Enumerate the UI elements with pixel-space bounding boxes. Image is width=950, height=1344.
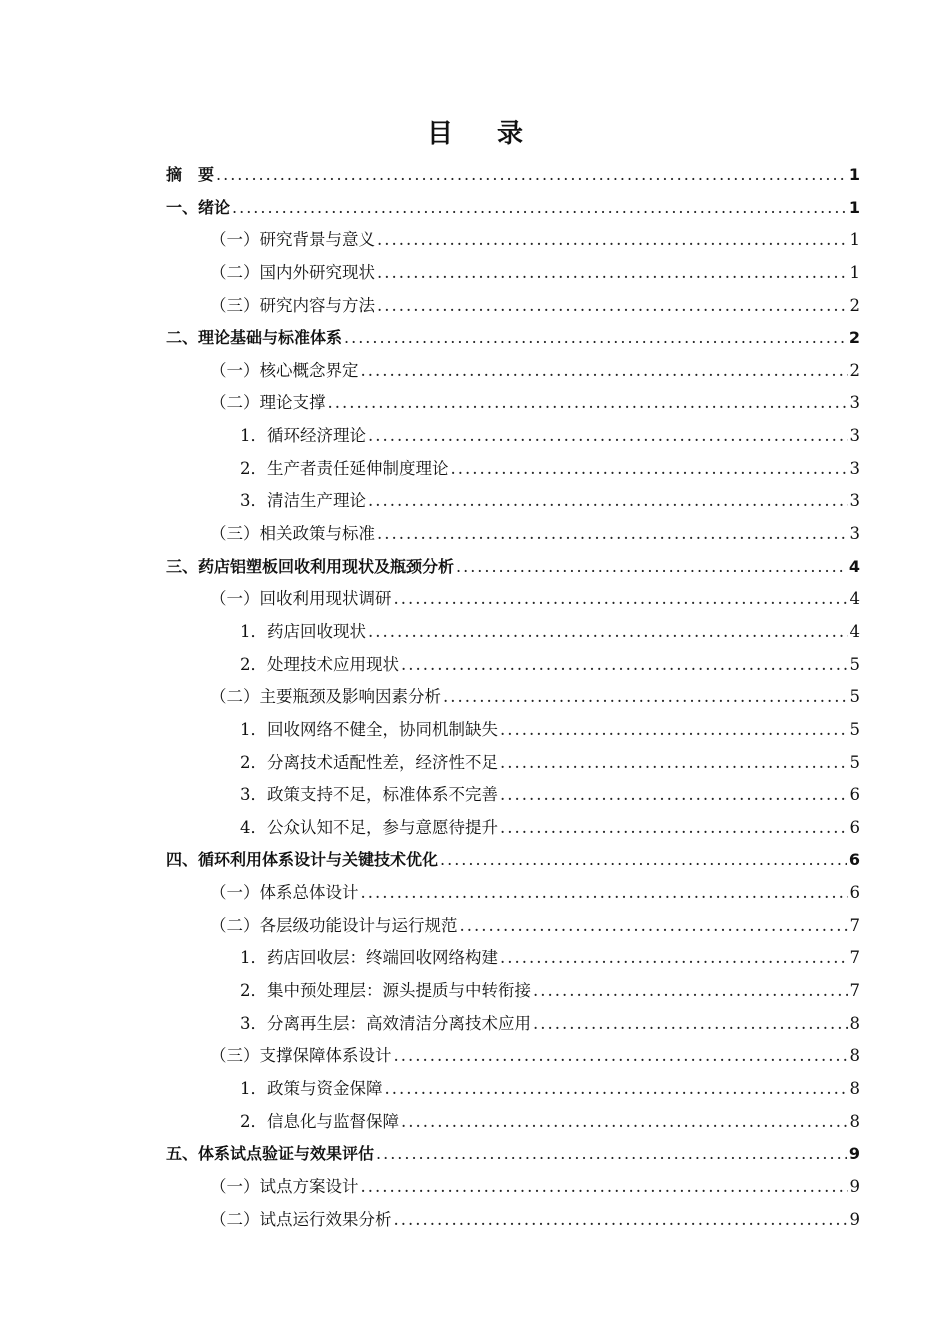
toc-page-number: 3: [849, 491, 860, 511]
toc-entry[interactable]: [166, 583, 860, 616]
toc-page-number: 2: [849, 360, 860, 380]
toc-entry[interactable]: [166, 224, 860, 257]
toc-page-number: 6: [849, 883, 860, 903]
toc-page-number: 4: [849, 589, 860, 609]
toc-entry[interactable]: [166, 942, 860, 975]
toc-entry[interactable]: [166, 453, 860, 486]
toc-page-number: 6: [849, 817, 860, 837]
toc-leader-dots: [401, 649, 848, 682]
toc-entry[interactable]: [166, 420, 860, 453]
toc-page-number: 6: [848, 850, 860, 870]
toc-entry-text: 1．回收网络不健全，协同机制缺失: [240, 719, 498, 739]
toc-entry[interactable]: [166, 1138, 860, 1171]
toc-leader-dots: [377, 224, 848, 257]
toc-leader-dots: [377, 518, 848, 551]
toc-entry-text: 2．分离技术适配性差，经济性不足: [240, 752, 498, 772]
toc-leader-dots: [394, 1204, 848, 1237]
toc-entry-text: 1．政策与资金保障: [240, 1078, 383, 1098]
toc-entry-text: （三）研究内容与方法: [210, 295, 375, 315]
toc-entry[interactable]: [166, 877, 860, 910]
toc-entry-text: （二）理论支撑: [210, 393, 326, 413]
toc-page-number: 3: [849, 524, 860, 544]
toc-entry-text: 1．循环经济理论: [240, 426, 366, 446]
toc-entry-text: （一）回收利用现状调研: [210, 589, 392, 609]
toc-page-number: 5: [849, 687, 860, 707]
toc-leader-dots: [500, 779, 848, 812]
toc-page-number: 7: [849, 948, 860, 968]
toc-leader-dots: [500, 942, 848, 975]
toc-entry-text: 3．清洁生产理论: [240, 491, 366, 511]
toc-page-number: 3: [849, 458, 860, 478]
toc-entry[interactable]: [166, 975, 860, 1008]
toc-entry[interactable]: [166, 192, 860, 225]
toc-leader-dots: [368, 616, 848, 649]
toc-page-number: 9: [849, 1209, 860, 1229]
toc-leader-dots: [361, 877, 848, 910]
toc-page-number: 5: [849, 654, 860, 674]
toc-entry[interactable]: [166, 1204, 860, 1237]
toc-entry-text: 2．集中预处理层：源头提质与中转衔接: [240, 981, 531, 1001]
toc-leader-dots: [328, 387, 848, 420]
toc-page-number: 6: [849, 785, 860, 805]
toc-page-number: 8: [849, 1013, 860, 1033]
toc-page-number: 7: [849, 915, 860, 935]
toc-leader-dots: [533, 975, 848, 1008]
toc-entry-text: 摘 要: [166, 165, 215, 184]
toc-leader-dots: [361, 1171, 848, 1204]
toc-leader-dots: [533, 1008, 848, 1041]
toc-entry[interactable]: [166, 387, 860, 420]
toc-entry[interactable]: [166, 1171, 860, 1204]
toc-page-number: 5: [849, 752, 860, 772]
toc-entry-text: （二）试点运行效果分析: [210, 1209, 392, 1229]
toc-entry[interactable]: [166, 779, 860, 812]
toc-entry-text: 一、绪论: [166, 197, 231, 217]
toc-entry[interactable]: [166, 159, 860, 192]
toc-entry-text: （一）试点方案设计: [210, 1176, 359, 1196]
toc-leader-dots: [500, 714, 848, 747]
toc-entry[interactable]: [166, 518, 860, 551]
toc-leader-dots: [500, 812, 848, 845]
toc-leader-dots: [376, 1138, 847, 1171]
toc-page-number: 2: [848, 328, 860, 348]
toc-page-number: 1: [848, 197, 860, 217]
toc-page-number: 9: [848, 1144, 860, 1164]
toc-entry-text: 2．处理技术应用现状: [240, 654, 399, 674]
toc-leader-dots: [377, 290, 848, 323]
toc-leader-dots: [344, 322, 847, 355]
toc-leader-dots: [451, 453, 848, 486]
toc-entry[interactable]: [166, 747, 860, 780]
toc-entry-text: （一）研究背景与意义: [210, 230, 375, 250]
toc-entry-text: 三、药店铝塑板回收利用现状及瓶颈分析: [166, 556, 455, 576]
toc-entry[interactable]: [166, 485, 860, 518]
toc-entry[interactable]: [166, 844, 860, 877]
toc-entry[interactable]: [166, 812, 860, 845]
toc-page-number: 1: [848, 165, 860, 184]
toc-page-number: 8: [849, 1078, 860, 1098]
toc-entry[interactable]: [166, 355, 860, 388]
toc-page-number: 3: [849, 426, 860, 446]
toc-page-number: 8: [849, 1046, 860, 1066]
toc-leader-dots: [377, 257, 848, 290]
toc-page-number: 9: [849, 1176, 860, 1196]
toc-leader-dots: [456, 551, 847, 584]
toc-entry[interactable]: [166, 714, 860, 747]
toc-leader-dots: [216, 159, 847, 192]
toc-entry-text: 1．药店回收现状: [240, 621, 366, 641]
toc-entry[interactable]: [166, 551, 860, 584]
toc-entry-text: （二）主要瓶颈及影响因素分析: [210, 687, 441, 707]
toc-entry-text: （一）体系总体设计: [210, 883, 359, 903]
toc-page-number: 3: [849, 393, 860, 413]
toc-entry[interactable]: [166, 322, 860, 355]
toc-entry-text: （三）支撑保障体系设计: [210, 1046, 392, 1066]
toc-entry-text: （二）各层级功能设计与运行规范: [210, 915, 458, 935]
toc-entry[interactable]: [166, 290, 860, 323]
toc-entry-text: （一）核心概念界定: [210, 360, 359, 380]
toc-entry[interactable]: [166, 1106, 860, 1139]
toc-leader-dots: [440, 844, 847, 877]
toc-leader-dots: [394, 1040, 848, 1073]
toc-leader-dots: [460, 910, 848, 943]
toc-page-number: 4: [848, 556, 860, 576]
toc-entry-text: 2．信息化与监督保障: [240, 1111, 399, 1131]
table-of-contents: [166, 159, 860, 1236]
toc-entry-text: 4．公众认知不足，参与意愿待提升: [240, 817, 498, 837]
toc-entry-text: 二、理论基础与标准体系: [166, 328, 343, 348]
toc-leader-dots: [385, 1073, 848, 1106]
toc-entry-text: 1．药店回收层：终端回收网络构建: [240, 948, 498, 968]
toc-leader-dots: [401, 1106, 848, 1139]
toc-leader-dots: [368, 420, 848, 453]
toc-entry-text: （三）相关政策与标准: [210, 524, 375, 544]
toc-entry-text: 2．生产者责任延伸制度理论: [240, 458, 449, 478]
toc-entry[interactable]: [166, 257, 860, 290]
toc-page-number: 4: [849, 621, 860, 641]
toc-entry-text: 五、体系试点验证与效果评估: [166, 1144, 375, 1164]
toc-leader-dots: [500, 747, 848, 780]
toc-leader-dots: [443, 681, 848, 714]
toc-entry[interactable]: [166, 910, 860, 943]
toc-entry-text: （二）国内外研究现状: [210, 262, 375, 282]
toc-page-number: 2: [849, 295, 860, 315]
toc-leader-dots: [232, 192, 847, 225]
toc-entry-text: 3．分离再生层：高效清洁分离技术应用: [240, 1013, 531, 1033]
toc-page-number: 1: [849, 230, 860, 250]
toc-page-number: 8: [849, 1111, 860, 1131]
toc-entry-text: 四、循环利用体系设计与关键技术优化: [166, 850, 439, 870]
toc-leader-dots: [361, 355, 848, 388]
toc-entry[interactable]: [166, 1008, 860, 1041]
toc-page-number: 7: [849, 981, 860, 1001]
toc-entry[interactable]: [166, 616, 860, 649]
toc-leader-dots: [394, 583, 848, 616]
toc-page-number: 1: [849, 262, 860, 282]
toc-entry[interactable]: [166, 649, 860, 682]
toc-entry-text: 3．政策支持不足，标准体系不完善: [240, 785, 498, 805]
toc-page-number: 5: [849, 719, 860, 739]
toc-entry[interactable]: [166, 681, 860, 714]
toc-entry[interactable]: [166, 1073, 860, 1106]
toc-entry[interactable]: [166, 1040, 860, 1073]
toc-title: 目录: [426, 119, 567, 149]
toc-leader-dots: [368, 485, 848, 518]
